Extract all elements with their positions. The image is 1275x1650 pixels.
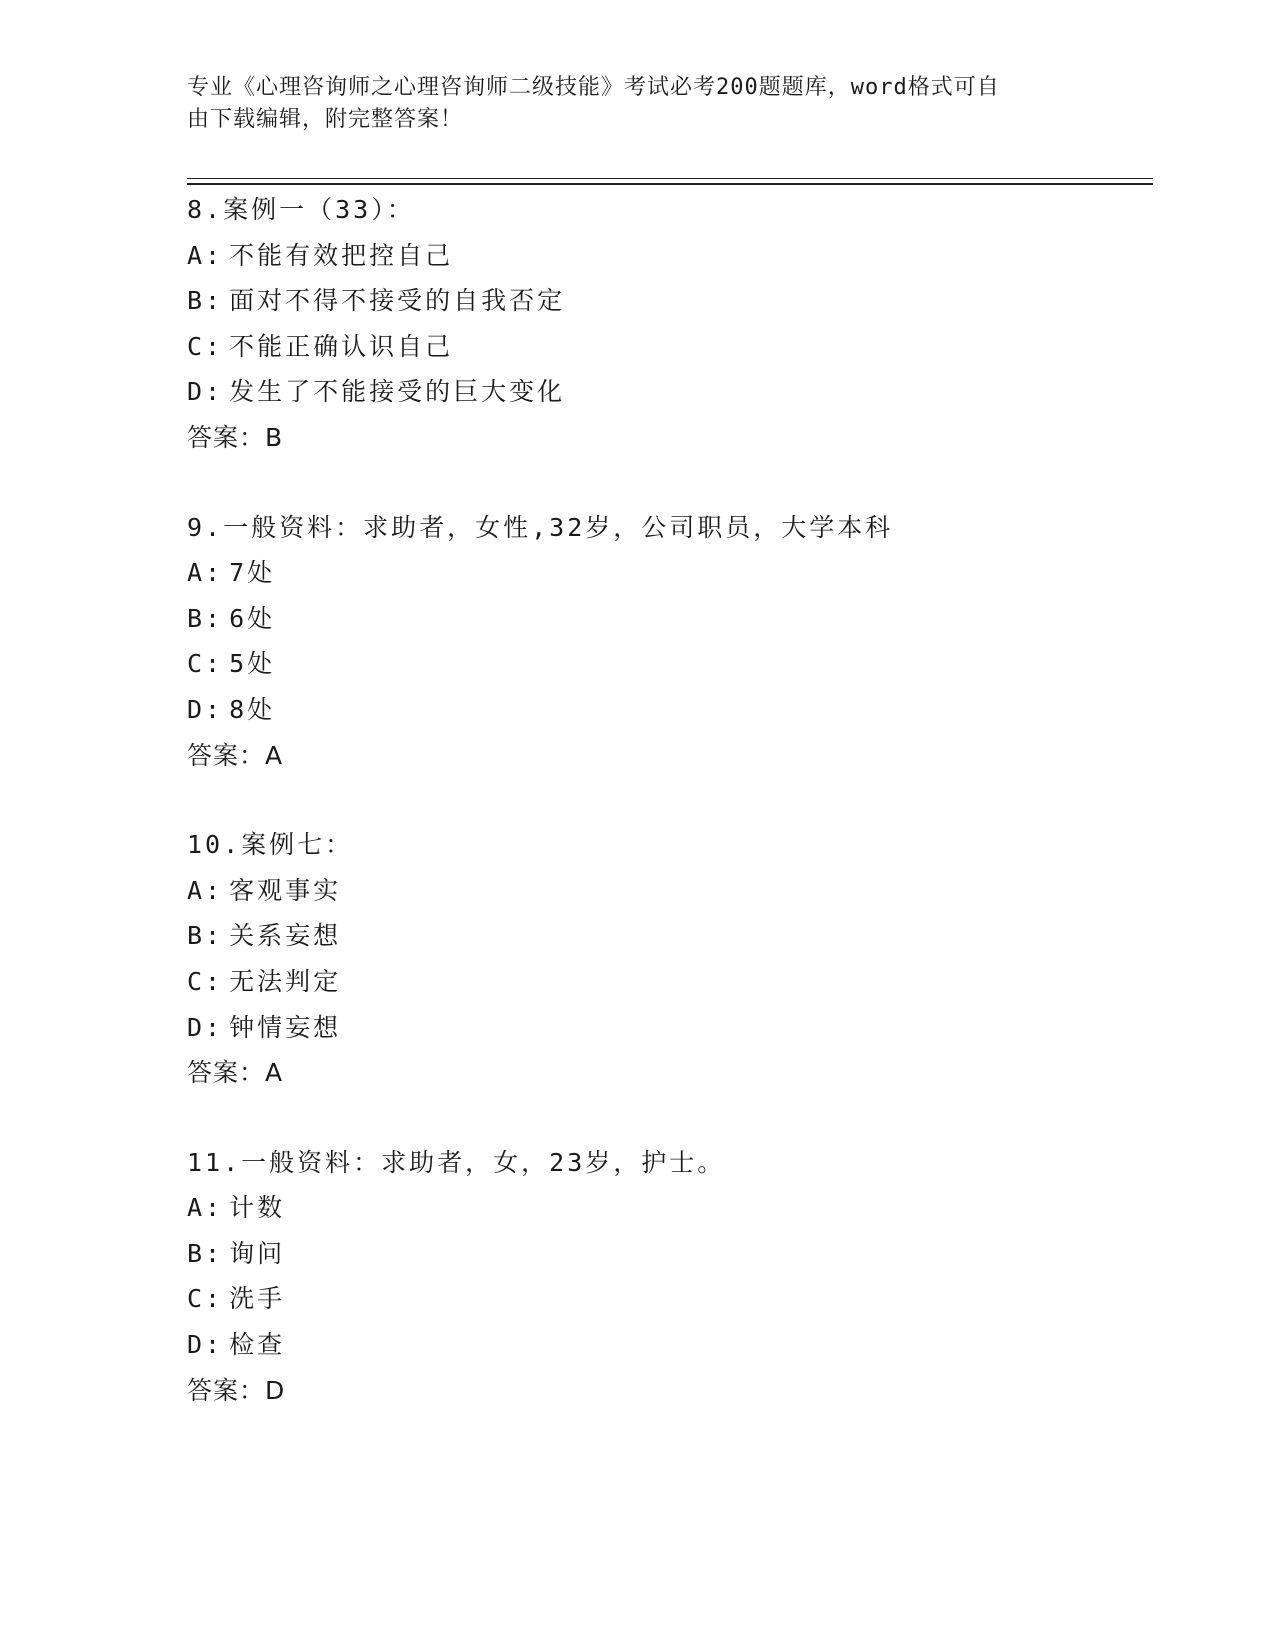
option-b	[187, 1231, 1147, 1277]
option-letter: C:	[187, 1284, 224, 1314]
option-letter: D:	[187, 694, 224, 724]
option-letter: B:	[187, 286, 224, 316]
question-stem: 11.一般资料：求助者，女，23岁，护士。	[187, 1147, 726, 1177]
header-line-1: 专业《心理咨询师之心理咨询师二级技能》考试必考200题题库，word格式可自	[187, 75, 1000, 100]
option-letter: C:	[187, 966, 224, 996]
option-letter: A:	[187, 875, 224, 905]
header-divider-thin	[187, 178, 1153, 179]
question-stem: 10.案例七：	[187, 830, 354, 860]
option-letter: A:	[187, 558, 224, 588]
option-d	[187, 1005, 1147, 1051]
option-letter: A:	[187, 1193, 224, 1223]
option-letter: B:	[187, 603, 224, 633]
option-text: 钟情妄想	[229, 1012, 342, 1042]
answer-line: 答案：B	[187, 422, 284, 452]
option-b	[187, 913, 1147, 959]
option-text: 客观事实	[229, 875, 342, 905]
option-c	[187, 641, 1147, 687]
option-text: 洗手	[229, 1284, 286, 1314]
option-d	[187, 687, 1147, 733]
answer-line: 答案：D	[187, 1375, 286, 1405]
question-item	[187, 1140, 1147, 1414]
option-letter: B:	[187, 921, 224, 951]
document-header	[187, 72, 1067, 136]
option-text: 检查	[229, 1330, 286, 1360]
question-item	[187, 187, 1147, 461]
question-item	[187, 822, 1147, 1096]
option-text: 7处	[229, 558, 276, 588]
option-text: 不能有效把控自己	[229, 240, 454, 270]
option-c	[187, 1276, 1147, 1322]
option-letter: C:	[187, 649, 224, 679]
answer-line: 答案：A	[187, 1058, 284, 1088]
question-stem: 9.一般资料：求助者，女性,32岁，公司职员，大学本科	[187, 512, 894, 542]
option-text: 发生了不能接受的巨大变化	[229, 377, 566, 407]
option-text: 关系妄想	[229, 921, 342, 951]
option-letter: B:	[187, 1238, 224, 1268]
header-divider-thick	[187, 183, 1153, 185]
option-a	[187, 868, 1147, 914]
option-letter: D:	[187, 1012, 224, 1042]
option-c	[187, 324, 1147, 370]
option-b	[187, 596, 1147, 642]
option-a	[187, 550, 1147, 596]
option-text: 询问	[229, 1238, 286, 1268]
answer-line: 答案：A	[187, 740, 284, 770]
option-text: 6处	[229, 603, 276, 633]
option-text: 不能正确认识自己	[229, 331, 454, 361]
option-d	[187, 369, 1147, 415]
option-d	[187, 1322, 1147, 1368]
option-text: 计数	[229, 1193, 286, 1223]
header-line-2: 由下载编辑，附完整答案！	[187, 107, 464, 132]
option-letter: C:	[187, 331, 224, 361]
option-letter: D:	[187, 1330, 224, 1360]
option-letter: D:	[187, 377, 224, 407]
option-a	[187, 1185, 1147, 1231]
question-item	[187, 505, 1147, 779]
question-stem: 8.案例一（33）：	[187, 195, 415, 224]
option-c	[187, 959, 1147, 1005]
option-a	[187, 233, 1147, 279]
option-b	[187, 278, 1147, 324]
option-text: 面对不得不接受的自我否定	[229, 286, 566, 316]
option-text: 8处	[229, 694, 276, 724]
question-list	[187, 187, 1147, 1457]
option-text: 无法判定	[229, 966, 342, 996]
option-text: 5处	[229, 649, 276, 679]
option-letter: A:	[187, 240, 224, 270]
